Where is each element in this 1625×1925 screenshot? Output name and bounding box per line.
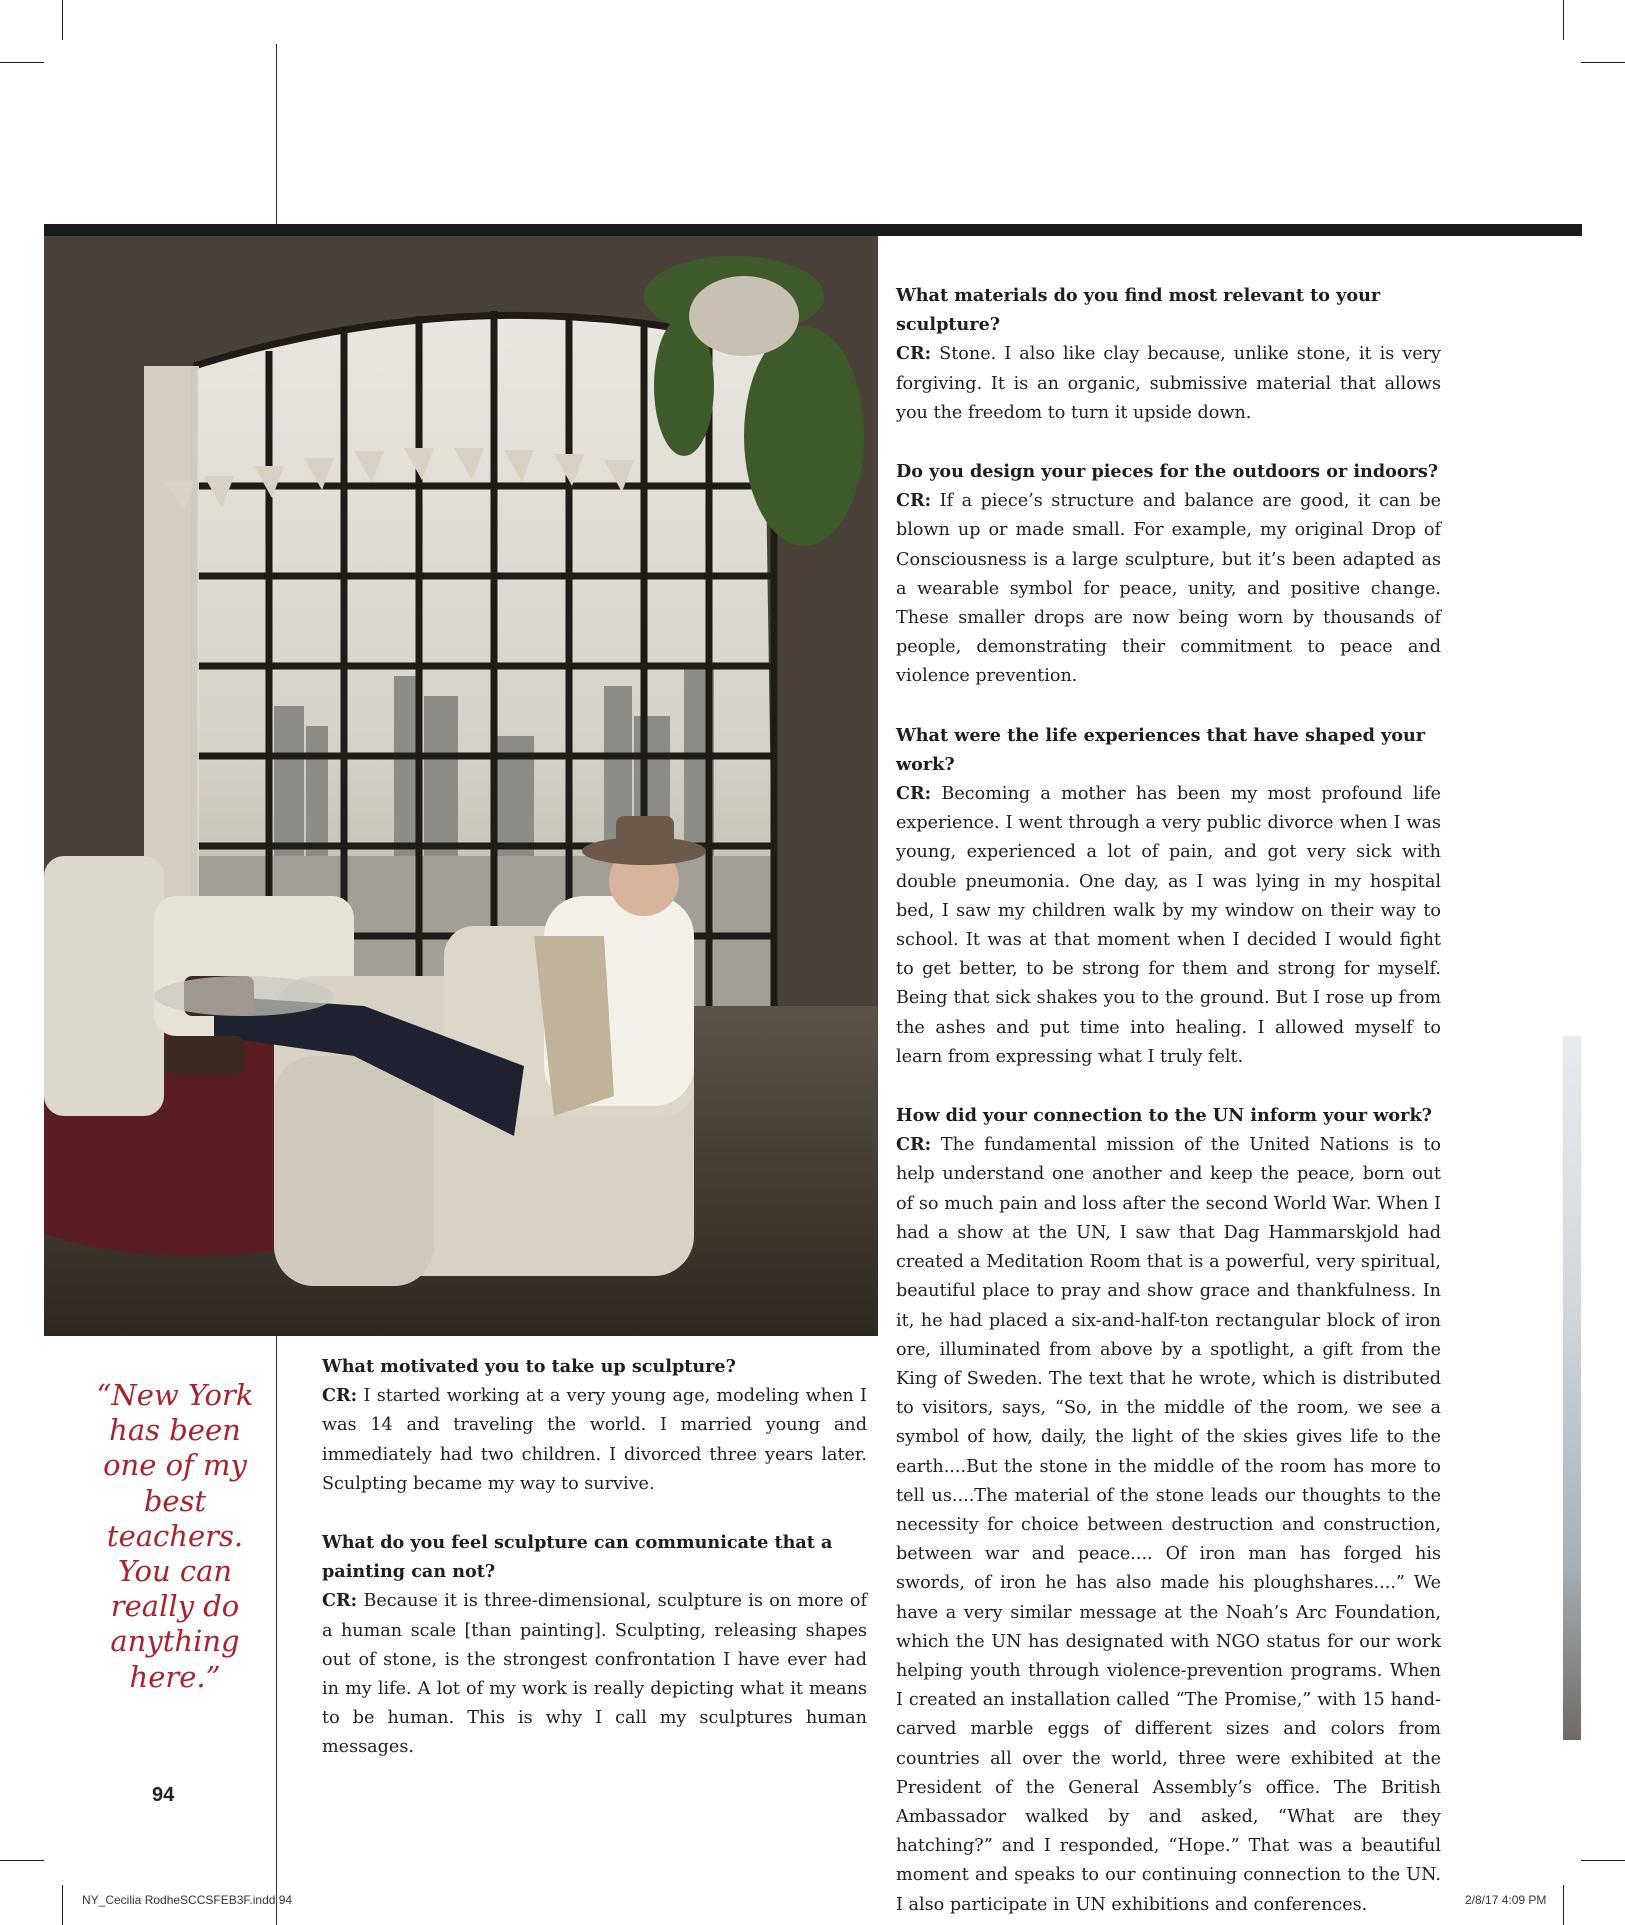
crop-mark bbox=[62, 1885, 63, 1925]
portrait-photo bbox=[44, 236, 878, 1336]
question: How did your connection to the UN inform your work? bbox=[896, 1105, 1432, 1127]
pull-quote: “New York has been one of my best teachers. You can really do anything here.” bbox=[96, 1378, 254, 1694]
answer bbox=[322, 1381, 867, 1499]
answer-text: I started working at a very young age, modeling when I was 14 and traveling the world. I married young and immediately had two children. I divorced three years later. Sculpting became my way to survive. bbox=[322, 1386, 868, 1494]
question: What motivated you to take up sculpture? bbox=[322, 1356, 736, 1377]
crop-mark bbox=[1563, 1885, 1564, 1925]
question: What materials do you find most relevant to your sculpture? bbox=[896, 285, 1381, 336]
answer bbox=[896, 779, 1441, 1072]
answer-text: The fundamental mission of the United Nations is to help understand one another and keep the peace, born out of so much pain and loss after the second World War. When I had a show at the UN, I saw that Dag Hammarskjold had created a Meditation Room that is a powerful, very spiritual, beautiful place to pray and show grace and thankfulness. In it, he had placed a six-and-half-ton rectangular block of iron ore, illuminated from above by a spotlight, a gift from the King of Sweden. The text that he wrote, which is distributed to visitors, says, “So, in the middle of the room, we see a symbol of how, daily, the light of the skies gives life to the earth....But the stone in the middle of the room has more to tell us....The material of the stone leads our thoughts to the necessity for choice between destruction and construction, between war and peace.... Of iron man has forged his swords, of iron he has also made his ploughshares....” We have a very similar message at the Noah’s Arc Foundation, which the UN has designated with NGO status for our work helping youth through violence-prevention programs. When I created an installation called “The Promise,” with 15 hand-carved marble eggs of different sizes and colors from countries all over the world, three were exhibited at the President of the General Assembly’s office. The British Ambassador walked by and asked, “What are they hatching?” and I responded, “Hope.” That was a beautiful moment and speaks to our continuing connection to the UN. I also participate in UN exhibitions and conferences. bbox=[896, 1135, 1442, 1915]
crop-mark bbox=[0, 1860, 44, 1861]
answer-prefix: CR: bbox=[896, 1134, 932, 1156]
crop-mark bbox=[1563, 0, 1564, 40]
header-bar bbox=[44, 224, 1582, 236]
answer-prefix: CR: bbox=[322, 1590, 358, 1612]
answer-text: If a piece’s structure and balance are good, it can be blown up or made small. For example, my original Drop of Consciousness is a large sculpture, but it’s been adapted as a wearable symbol for peace, unity, and positive change. These smaller drops are now being worn by thousands of people, demonstrating their commitment to peace and violence prevention. bbox=[896, 491, 1441, 687]
answer bbox=[322, 1586, 867, 1762]
page-number: 94 bbox=[152, 1784, 175, 1806]
answer-prefix: CR: bbox=[896, 490, 932, 512]
answer-prefix: CR: bbox=[896, 343, 932, 365]
crop-mark bbox=[0, 62, 44, 63]
answer-text: Because it is three-dimensional, sculpture is on more of a human scale [than painting]. Sculpting, releasing shapes out of stone, is the strongest confrontation I have ever had in my life. A lot of my work is really depicting what it means to be human. This is why I call my sculptures human messages. bbox=[322, 1591, 867, 1758]
crop-mark bbox=[1581, 1860, 1625, 1861]
answer bbox=[896, 486, 1441, 691]
slug-timestamp: 2/8/17 4:09 PM bbox=[1465, 1893, 1547, 1907]
question: What were the life experiences that have shaped your work? bbox=[896, 724, 1426, 775]
question: What do you feel sculpture can communicate that a painting can not? bbox=[322, 1532, 833, 1583]
answer-prefix: CR: bbox=[896, 783, 932, 805]
answer-text: Stone. I also like clay because, unlike stone, it is very forgiving. It is an organic, submissive material that allows you the freedom to turn it upside down. bbox=[896, 344, 1441, 423]
slug-filename: NY_Cecilia RodheSCCSFEB3F.indd 94 bbox=[82, 1893, 293, 1907]
answer-prefix: CR: bbox=[322, 1385, 358, 1407]
crop-mark bbox=[1581, 62, 1625, 63]
answer bbox=[896, 1130, 1441, 1919]
crop-mark bbox=[62, 0, 63, 40]
answer-text: Becoming a mother has been my most profound life experience. I went through a very public divorce when I was young, experienced a lot of pain, and got very sick with double pneumonia. One day, as I was lying in my hospital bed, I saw my children walk by my window on their way to school. It was at that moment when I decided I would fight to get better, to be strong for them and strong for myself. Being that sick shakes you to the ground. But I rose up from the ashes and put time into healing. I allowed myself to learn from expressing what I truly felt. bbox=[896, 784, 1442, 1067]
question: Do you design your pieces for the outdoors or indoors? bbox=[896, 461, 1439, 483]
interview-column-right bbox=[896, 281, 1441, 1920]
adjacent-page-image-edge bbox=[1563, 1036, 1581, 1740]
interview-column-left bbox=[322, 1352, 867, 1763]
loft-scene-illustration bbox=[44, 236, 878, 1336]
answer bbox=[896, 339, 1441, 428]
